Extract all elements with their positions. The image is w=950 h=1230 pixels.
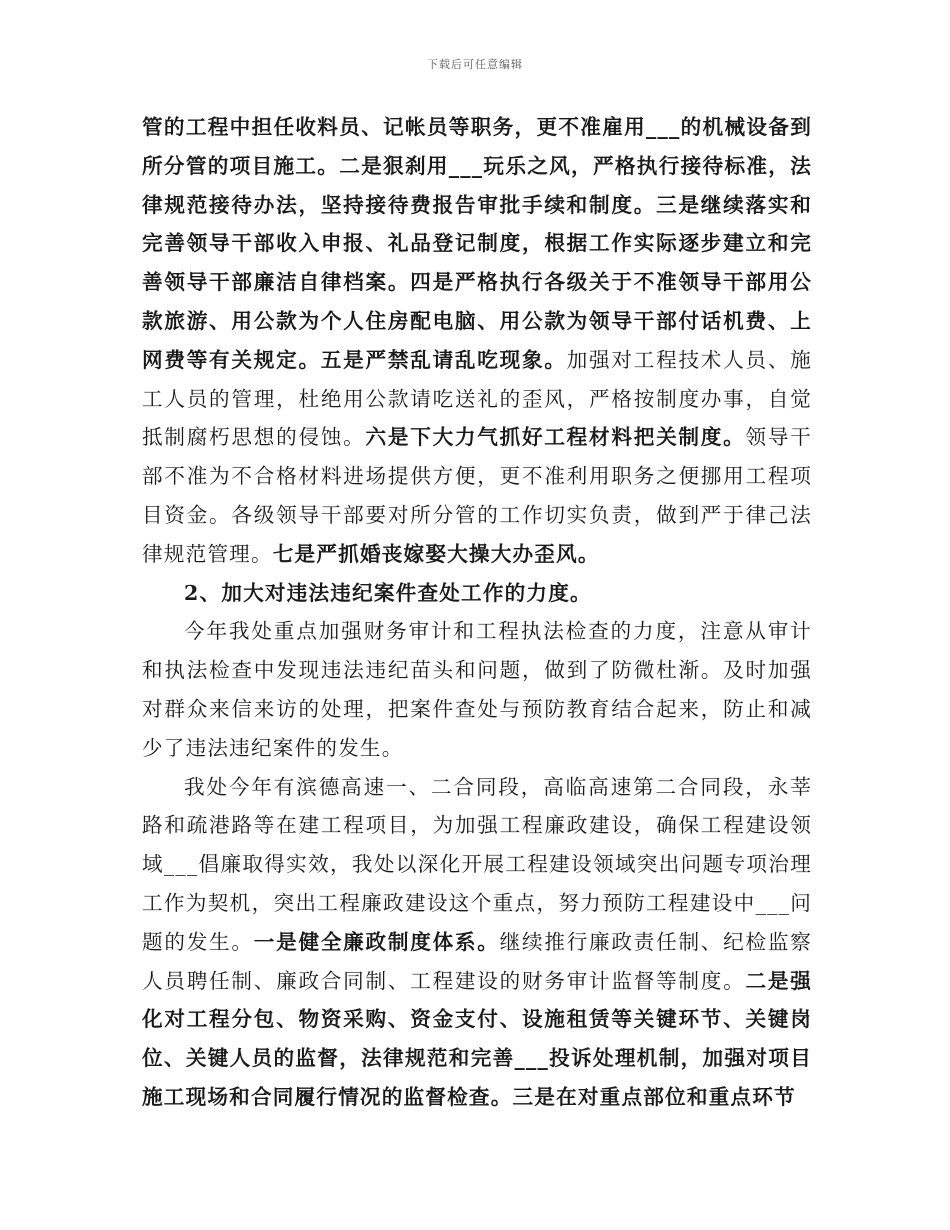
system-regular-text: 继续推行廉政责任制、纪检监察人员聘任制、廉政合同制、工程建设的财务审计监督等制度。 <box>142 929 813 993</box>
document-body <box>142 108 812 1117</box>
measure-six-heading: 六是下大力气抓好工程材料把关制度。 <box>365 425 746 450</box>
supervision-bold-text: 二是强化对工程分包、物资采购、资金支付、设施租赁等关键环节、关键岗位、关键人员的监督，法律规范和完善___投诉处理机制，加强对项目施工现场和合同履行情况的监督检查。三是在对重点部位和重点环节 <box>142 968 812 1109</box>
page-header-note: 下载后可任意编辑 <box>427 58 523 71</box>
paragraph-measures <box>142 108 812 574</box>
system-heading-one: 一是健全廉政制度体系。 <box>253 929 500 954</box>
measures-bold-text: 管的工程中担任收料员、记帐员等职务，更不准雇用___的机械设备到所分管的项目施工。二是狠刹用___玩乐之风，严格执行接待标准，法律规范接待办法，坚持接待费报告审批手续和制度。三是继续落实和完善领导干部收入申报、礼品登记制度，根据工作实际逐步建立和完善领导干部廉洁自律档案。四是严格执行各级关于不准领导干部用公款旅游、用公款为个人住房配电脑、用公款为领导干部付话机费、上网费等有关规定。五是严禁乱请乱吃现象。 <box>142 115 812 372</box>
section-heading-2: 2、加大对违法违纪案件查处工作的力度。 <box>184 580 592 605</box>
measure-seven-heading: 七是严抓婚丧嫁娶大操大办歪风。 <box>272 541 600 566</box>
paragraph-audit: 今年我处重点加强财务审计和工程执法检查的力度，注意从审计和执法检查中发现违法违纪苗头和问题，做到了防微杜渐。及时加强对群众来信来访的处理，把案件查处与预防教育结合起来，防止和减少了违法违纪案件的发生。 <box>142 619 812 760</box>
measure-six-text: 领导干部不准为不合格材料进场提供方便，更不准利用职务之便挪用工程项目资金。各级领导干部要对所分管的工作切实负责，做到严于律己法律规范管理。 <box>142 425 812 566</box>
paragraph-projects <box>142 768 812 1117</box>
projects-regular-text: 我处今年有滨德高速一、二合同段，高临高速第二合同段，永莘路和疏港路等在建工程项目，为加强工程廉政建设，确保工程建设领域___倡廉取得实效，我处以深化开展工程建设领域突出问题专项治理工作为契机，突出工程廉政建设这个重点，努力预防工程建设中___问题的发生。 <box>142 774 812 954</box>
measures-regular-text: 加强对工程技术人员、施工人员的管理，杜绝用公款请吃送礼的歪风，严格按制度办事，自觉抵制腐朽思想的侵蚀。 <box>142 347 812 450</box>
